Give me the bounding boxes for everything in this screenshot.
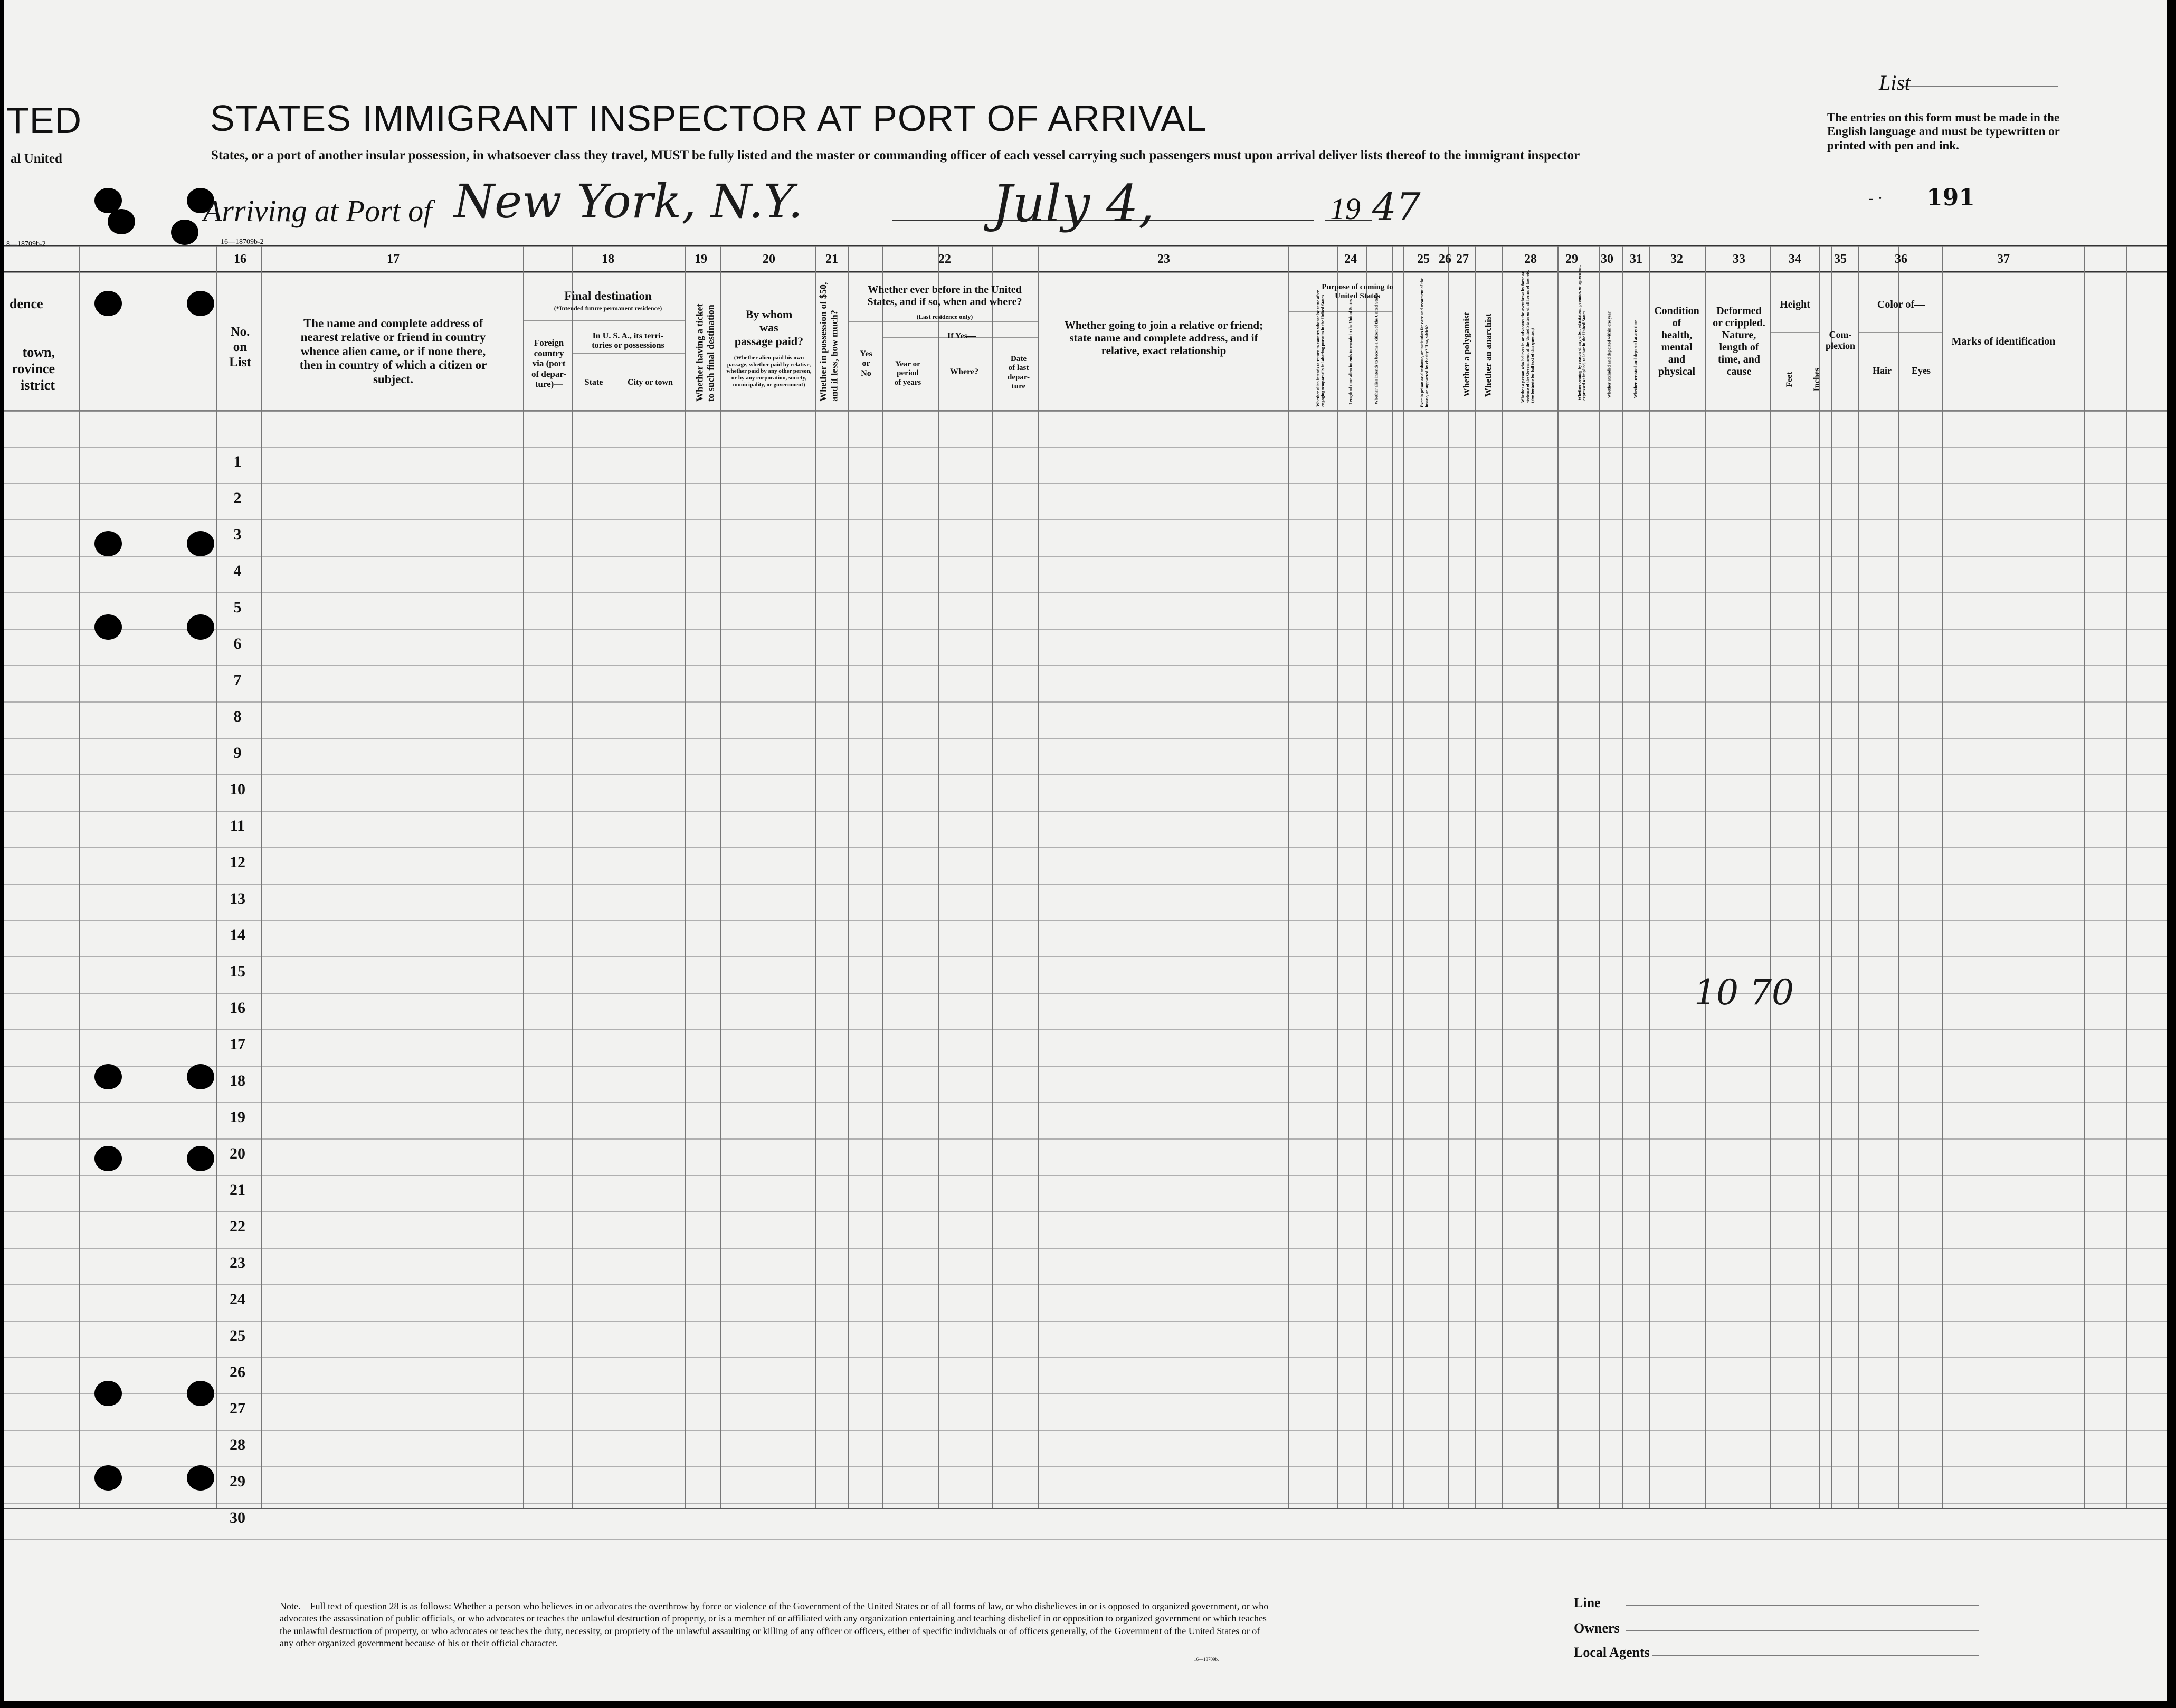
owners-label: Owners [1574, 1620, 1620, 1636]
column-number: 35 [1834, 252, 1847, 266]
header-purpose: Purpose of coming to United States [1322, 283, 1393, 301]
punch-hole [94, 614, 122, 640]
column-number: 18 [602, 252, 614, 266]
header-height: Height [1780, 299, 1810, 310]
punch-hole [171, 220, 198, 245]
header-state: State [584, 378, 603, 387]
header-hair: Hair [1873, 365, 1892, 376]
header-date-departure: Date of last depar- ture [1008, 355, 1030, 391]
line-label: Line [1574, 1595, 1601, 1610]
row-number: 11 [230, 817, 245, 834]
date-handwritten: July 4, [992, 174, 1155, 233]
punch-hole [187, 531, 214, 556]
column-number: 22 [938, 252, 951, 266]
row-number: 4 [233, 562, 242, 580]
page-dash: - · [1868, 189, 1883, 207]
punch-hole [94, 1465, 122, 1491]
column-number: 34 [1789, 252, 1801, 266]
row-number: 12 [230, 853, 245, 871]
header-join-relative: Whether going to join a relative or friend; state name and complete address, and if relative, exact relationship [1064, 319, 1263, 357]
left-town-label: town, rovince istrict [12, 345, 55, 393]
punch-hole [94, 1381, 122, 1406]
row-number: 5 [233, 599, 242, 616]
row-number: 22 [230, 1218, 245, 1235]
column-number: 20 [763, 252, 775, 266]
column-number: 24 [1344, 252, 1357, 266]
instructions-text: The entries on this form must be made in the English language and must be typewritten or printed with pen and ink. [1827, 111, 2060, 152]
row-number: 16 [230, 999, 245, 1017]
column-number: 28 [1524, 252, 1537, 266]
header-foreign-country: Foreign country via (port of depar- ture)— [531, 338, 566, 390]
header-purpose-citizen: Whether alien intends to become a citizen of the United States [1374, 293, 1379, 405]
header-deported: Whether arrested and deported at any time [1633, 320, 1638, 398]
header-city: City or town [628, 378, 673, 387]
row-number: 21 [230, 1181, 245, 1199]
header-nearest-relative: The name and complete address of nearest relative or friend in country whence alien came, or if none there, then in country of which a citizen or subject. [299, 317, 487, 386]
column-number: 25 [1417, 252, 1430, 266]
column-number: 29 [1565, 252, 1578, 266]
header-last-residence: (Last residence only) [916, 313, 973, 320]
header-year-period: Year or period of years [894, 360, 921, 387]
row-number: 7 [233, 671, 242, 689]
header-ever-before: Whether ever before in the United States, and if so, when and where? [867, 284, 1022, 308]
page-subtitle: States, or a port of another insular possession, in whatsoever class they travel, MUST be fully listed and the master or commanding officer of each vessel carrying such passengers must upon arrival deliver lists thereof to the immigrant inspector [211, 148, 1580, 163]
row-number: 28 [230, 1436, 245, 1454]
punch-hole [187, 1381, 214, 1406]
year-prefix: 19 [1330, 192, 1361, 226]
column-number: 27 [1456, 252, 1469, 266]
row-number: 2 [233, 489, 242, 507]
punch-hole [94, 531, 122, 556]
header-purpose-length: Length of time alien intends to remain in the United States [1348, 299, 1353, 405]
row-number: 20 [230, 1145, 245, 1162]
row-number: 25 [230, 1327, 245, 1344]
punch-hole [187, 1146, 214, 1171]
punch-hole [187, 1465, 214, 1491]
local-agents-label: Local Agents [1574, 1645, 1650, 1660]
header-possession-50: Whether in possession of $50, and if less, how much? [818, 282, 839, 402]
header-anarchist: Whether an anarchist [1483, 313, 1493, 397]
header-if-yes: If Yes— [947, 331, 976, 340]
header-where: Where? [950, 367, 978, 376]
column-number: 26 [1439, 252, 1451, 266]
list-label: List [1879, 71, 1911, 94]
left-residence-label: dence [9, 296, 43, 311]
row-number: 26 [230, 1363, 245, 1381]
header-eyes: Eyes [1912, 365, 1931, 376]
row-number: 23 [230, 1254, 245, 1271]
header-passage-note: (Whether alien paid his own passage, whether paid by relative, whether paid by any other person, or by any corporation, society, municipality, or government) [726, 355, 812, 388]
header-deformed: Deformed or crippled. Nature, length of time, and cause [1713, 305, 1765, 377]
punch-hole [187, 291, 214, 316]
year-handwritten: 47 [1372, 185, 1421, 229]
row-number: 17 [230, 1036, 245, 1053]
column-number: 33 [1733, 252, 1745, 266]
column-number: 32 [1670, 252, 1683, 266]
header-polygamist: Whether a polygamist [1461, 312, 1471, 397]
header-prison: Ever in prison or almshouse, or institution for care and treatment of the insane, or supported by charity? If so, which? [1420, 278, 1429, 407]
left-title-fragment: TED [6, 100, 82, 141]
left-form-code: 8—18709b-2 [6, 240, 46, 248]
header-ticket: Whether having a ticket to such final destination [694, 303, 716, 402]
header-marks-identification: Marks of identification [1951, 336, 2056, 347]
punch-hole [187, 1064, 214, 1089]
header-yes-no: Yes or No [860, 349, 872, 378]
header-purpose-return: Whether alien intends to return to country whence he came after engaging temporarily in laboring pursuits in the United States [1316, 290, 1325, 407]
punch-hole [94, 1064, 122, 1089]
column-number: 37 [1997, 252, 2010, 266]
column-number: 31 [1630, 252, 1642, 266]
column-number: 30 [1601, 252, 1613, 266]
header-excluded: Whether excluded and deported within one year [1607, 311, 1612, 398]
header-in-usa: In U. S. A., its terri- tories or possessions [592, 331, 664, 350]
page-number: 191 [1926, 184, 1975, 211]
arriving-label: Arriving at Port of [203, 194, 432, 228]
header-health: Condition of health, mental and physical [1654, 305, 1699, 377]
row-number: 6 [233, 635, 242, 652]
row-number: 27 [230, 1400, 245, 1417]
port-handwritten: New York, N.Y. [454, 174, 803, 229]
header-no-on-list: No. on List [229, 325, 251, 369]
row-number: 14 [230, 926, 245, 944]
column-number: 36 [1895, 252, 1907, 266]
row-number: 15 [230, 963, 245, 980]
header-complexion: Com- plexion [1825, 329, 1856, 351]
row-number: 10 [230, 781, 245, 798]
row-number: 24 [230, 1291, 245, 1308]
header-feet: Feet [1785, 372, 1794, 387]
row-number: 19 [230, 1108, 245, 1126]
punch-hole [94, 188, 122, 213]
row-number: 8 [233, 708, 242, 725]
header-labor-offer: Whether coming by reason of any offer, solicitation, promise, or agreement, expressed or implied, to labor in the United States [1577, 265, 1586, 401]
row-number: 30 [230, 1509, 245, 1526]
punch-hole [94, 291, 122, 316]
header-color-of: Color of— [1877, 299, 1925, 310]
mid-form-code: 16—18709b-2 [221, 238, 264, 246]
header-final-destination: Final destination [564, 289, 652, 302]
punch-hole [187, 614, 214, 640]
page-title: STATES IMMIGRANT INSPECTOR AT PORT OF ARRIVAL [210, 98, 1207, 139]
column-number: 16 [234, 252, 246, 266]
row-number: 18 [230, 1072, 245, 1089]
column-number: 19 [695, 252, 707, 266]
column-number: 21 [825, 252, 838, 266]
row-number: 29 [230, 1473, 245, 1490]
row-number: 3 [233, 526, 242, 543]
column-number: 23 [1157, 252, 1170, 266]
header-overthrow: Whether a person who believes in or advocates the overthrow by force or violence of the Government of the United States or of all forms of law, etc. (See footnote for full text of this question) [1520, 270, 1535, 403]
row-number: 9 [233, 744, 242, 762]
header-passage-paid: By whom was passage paid? [734, 308, 804, 348]
print-code: 16—18709b. [1194, 1657, 1219, 1662]
left-subtitle-fragment: al United [11, 151, 62, 166]
punch-hole [108, 209, 135, 234]
header-inches: Inches [1812, 367, 1821, 392]
header-final-destination-note: (*Intended future permanent residence) [554, 305, 662, 312]
row-number: 13 [230, 890, 245, 907]
handwritten-annotation: 10 70 [1694, 972, 1794, 1013]
row-number: 1 [233, 453, 242, 470]
punch-hole [94, 1146, 122, 1171]
column-number: 17 [387, 252, 400, 266]
footnote-question-28: Note.—Full text of question 28 is as follows: Whether a person who believes in or advocates the overthrow by force or violence of the Government of the United States or of all forms of law, or who disbelieves in or is opposed to organized government, or who advocates the assassination of public officials, or who advocates or teaches the unlawful destruction of property, or is a member of or affiliated with any organization entertaining and teaching disbelief in or opposition to organized government or which teaches the unlawful destruction of property, or who advocates or teaches the duty, necessity, or propriety of the unlawful assaulting or killing of any officer or officers, either of specific individuals or of officers generally, of the Government of the United States or of any other organized government because of his or their official character. [280, 1601, 1269, 1649]
